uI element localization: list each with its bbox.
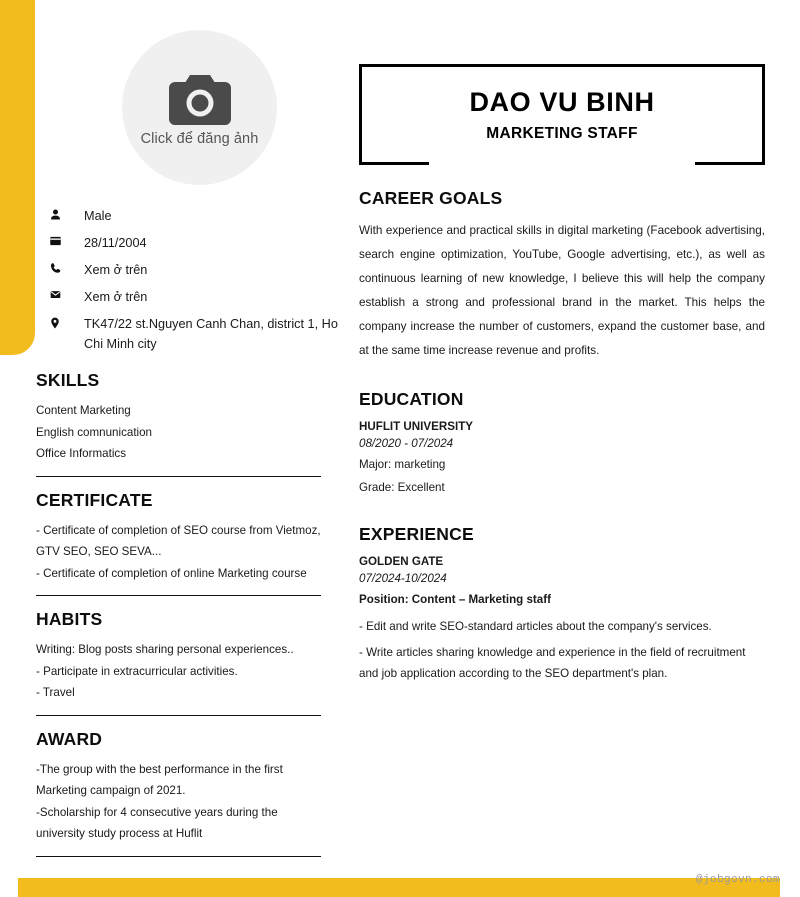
section-award: [36, 729, 324, 845]
contact-row-address: [36, 314, 366, 354]
education-organization: HUFLIT UNIVERSITY: [359, 420, 474, 433]
section-title-career-goals: CAREER GOALS: [359, 188, 503, 208]
page-title: DAO VU BINH: [469, 86, 655, 117]
experience-position: Position: Content – Marketing staff: [359, 593, 551, 606]
award-item: -Scholarship for 4 consecutive years during the university study process at Huflit: [36, 805, 278, 840]
job-title: MARKETING STAFF: [486, 124, 638, 142]
education-grade: Grade: Excellent: [359, 480, 445, 494]
phone-icon: [46, 260, 64, 275]
contact-value-address: TK47/22 st.Nguyen Canh Chan, district 1, Ho Chi Minh city: [84, 317, 338, 351]
right-column: [359, 0, 765, 686]
experience-bullet: - Write articles sharing knowledge and experience in the field of recruitment and job application according to the SEO department's plan.: [359, 646, 746, 680]
contact-list: [36, 206, 366, 361]
accent-bar-bottom: [18, 878, 780, 897]
section-title-award: AWARD: [36, 728, 103, 749]
section-education: [359, 389, 765, 498]
contact-value-phone: Xem ở trên: [84, 263, 148, 277]
skill-item: Content Marketing: [36, 404, 131, 417]
email-icon: [46, 287, 64, 300]
location-icon: [46, 314, 64, 330]
name-card: [359, 64, 765, 162]
section-divider: [36, 595, 321, 596]
career-goals-paragraph: With experience and practical skills in digital marketing (Facebook advertising, search engine optimization, YouTube, Google advertising, etc.), as well as continuous learning of new knowledge, I believe this will help the company establish a strong and professional brand in the market. This helps the company increase the number of customers, expand the customer base, and at the same time increase revenue and profits.: [359, 224, 765, 357]
habit-item: Writing: Blog posts sharing personal experiences..: [36, 643, 294, 656]
experience-date: 07/2024-10/2024: [359, 572, 447, 585]
contact-row-phone: [36, 260, 366, 280]
skill-item: English comnunication: [36, 425, 153, 439]
section-certificate: [36, 490, 324, 585]
education-date: 08/2020 - 07/2024: [359, 437, 454, 450]
person-icon: [46, 206, 64, 221]
section-divider: [36, 715, 321, 716]
certificate-item: - Certificate of completion of SEO course from Vietmoz, GTV SEO, SEO SEVA...: [36, 523, 321, 558]
section-title-skills: SKILLS: [36, 370, 100, 390]
experience-organization: GOLDEN GATE: [359, 555, 444, 568]
section-title-education: EDUCATION: [359, 389, 464, 409]
calendar-icon: [46, 233, 64, 247]
contact-row-gender: [36, 206, 366, 226]
award-item: -The group with the best performance in the first Marketing campaign of 2021.: [36, 762, 283, 797]
watermark: @jobgovn.com: [695, 874, 780, 886]
photo-upload-label: Click để đăng ảnh: [140, 130, 259, 147]
section-habits: [36, 609, 324, 704]
left-column: [36, 0, 338, 870]
skill-item: Office Informatics: [36, 447, 126, 460]
accent-bar-left: [0, 0, 35, 355]
section-title-habits: HABITS: [36, 609, 103, 629]
experience-bullet: - Edit and write SEO-standard articles about the company's services.: [359, 619, 712, 633]
certificate-item: - Certificate of completion of online Marketing course: [36, 566, 307, 580]
contact-value-gender: Male: [84, 209, 112, 223]
education-major: Major: marketing: [359, 458, 446, 471]
section-title-certificate: CERTIFICATE: [36, 489, 153, 510]
experience-bullets: [359, 617, 765, 685]
contact-value-email: Xem ở trên: [84, 290, 148, 304]
section-title-experience: EXPERIENCE: [359, 524, 474, 544]
habit-item: - Participate in extracurricular activities.: [36, 664, 238, 678]
section-divider: [36, 476, 321, 477]
habit-item: - Travel: [36, 686, 75, 699]
contact-value-birthdate: 28/11/2004: [84, 236, 147, 250]
section-experience: [359, 524, 765, 684]
section-skills: [36, 370, 324, 465]
section-divider: [36, 856, 321, 857]
contact-row-email: [36, 287, 366, 307]
section-career-goals: [359, 188, 765, 363]
contact-row-birthdate: [36, 233, 366, 253]
